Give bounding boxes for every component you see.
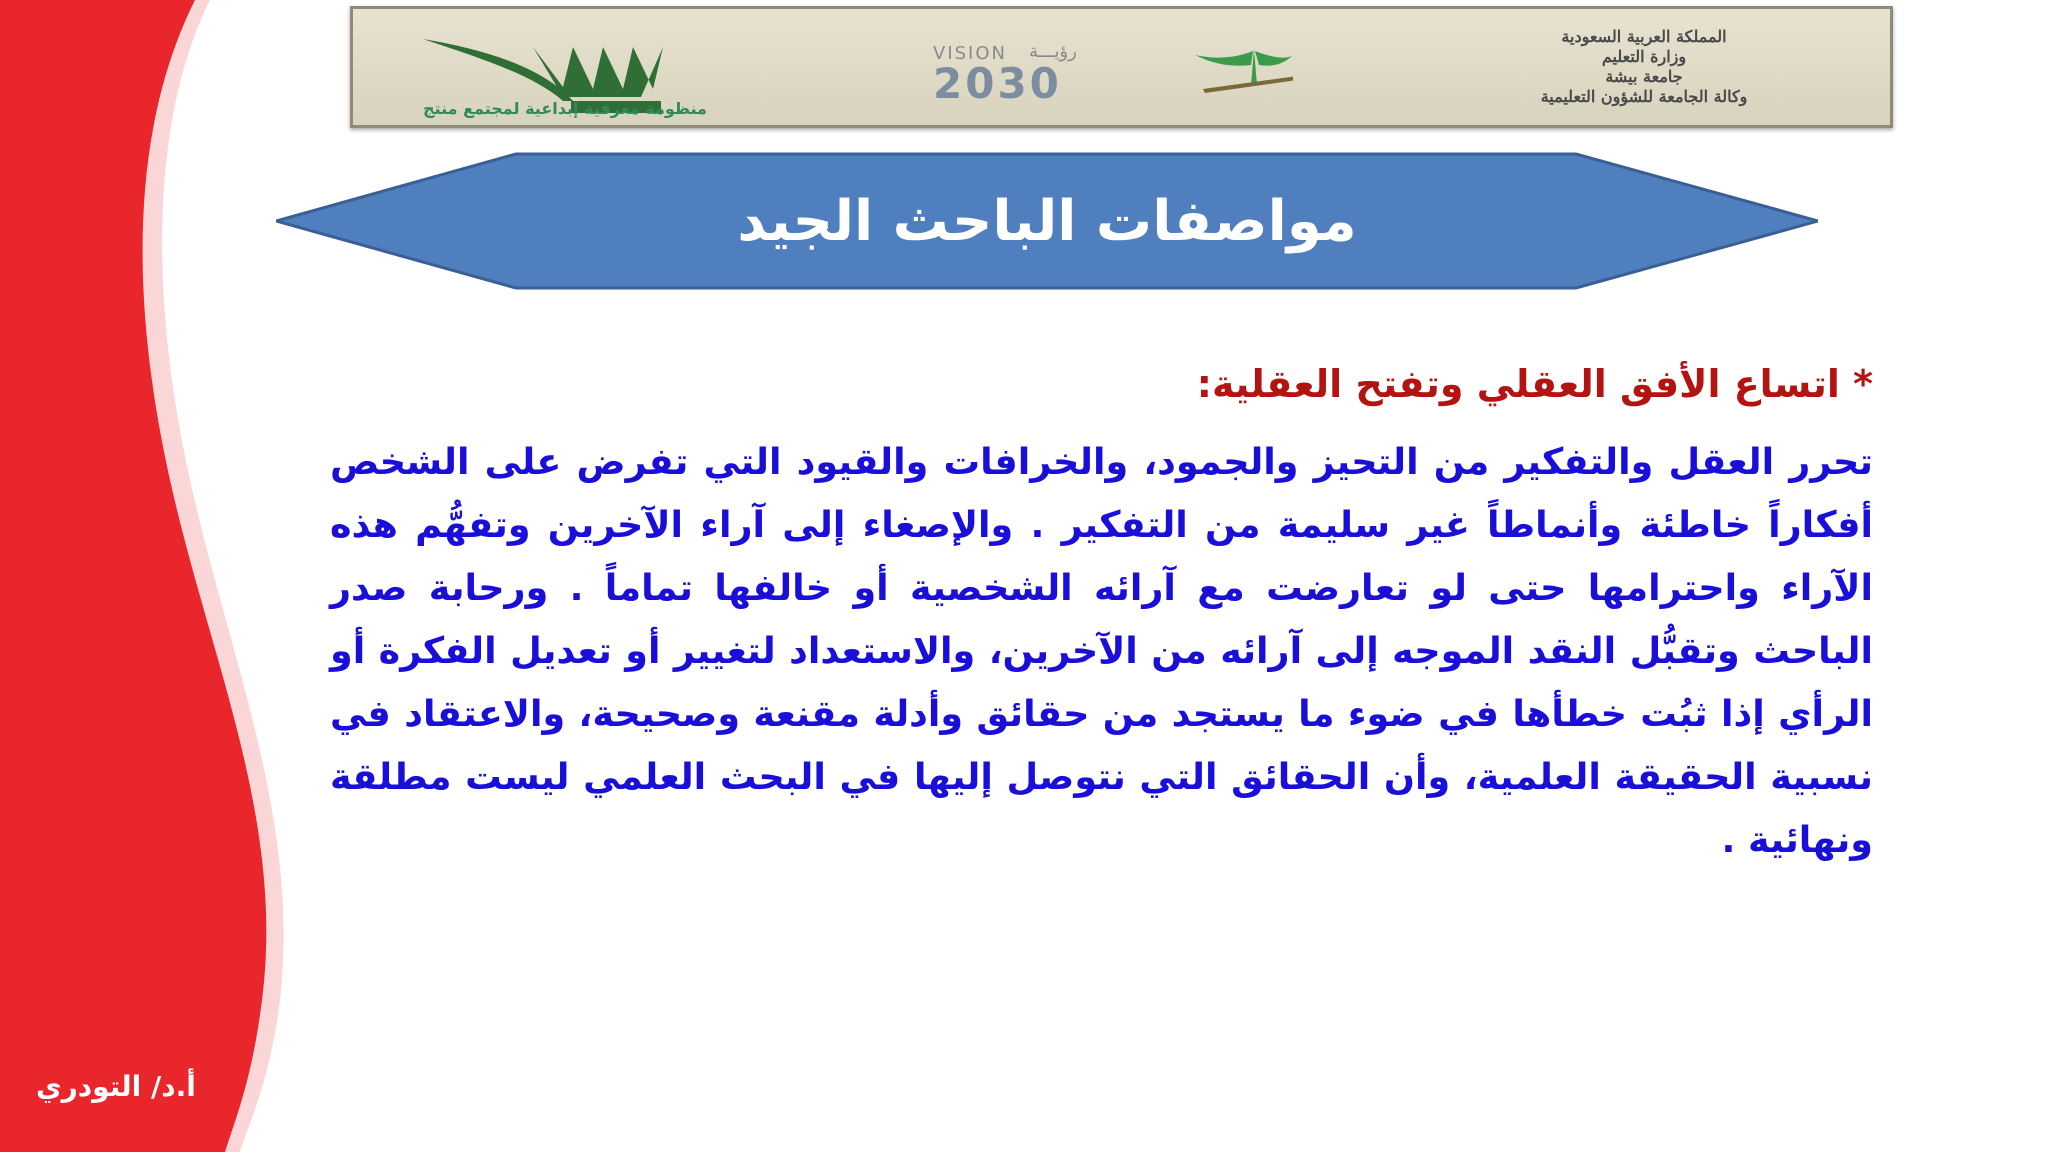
body-paragraph: تحرر العقل والتفكير من التحيز والجمود، والخرافات والقيود التي تفرض على الشخص أفكاراً خاطئة وأنماطاً غير سليمة من التفكير . والإصغاء إلى آراء الآخرين وتفهُّم هذه الآراء واحترامها حتى لو تعارضت مع آرائه الشخصية أو خالفها تماماً . ورحابة صدر الباحث وتقبُّل النقد الموجه إلى آرائه من الآخرين، والاستعداد لتغيير أو تعديل الفكرة أو الرأي إذا ثبُت خطأها في ضوء ما يستجد من حقائق وأدلة مقنعة وصحيحة، والاعتقاد في نسبية الحقيقة العلمية، وأن الحقائق التي نتوصل إليها في البحث العلمي ليست مطلقة ونهائية . bbox=[330, 440, 1873, 861]
ministry-line-ministry: وزارة التعليم bbox=[1601, 47, 1687, 66]
ministry-line-country: المملكة العربية السعودية bbox=[1561, 27, 1727, 46]
section-heading: * اتساع الأفق العقلي وتفتح العقلية: bbox=[1196, 362, 1873, 406]
university-tagline: منظومة معرفية إبداعية لمجتمع منتج bbox=[423, 99, 707, 118]
slide-title: مواصفات الباحث الجيد bbox=[737, 188, 1357, 254]
ministry-line-agency: وكالة الجامعة للشؤون التعليمية bbox=[1540, 87, 1748, 106]
ministry-line-university: جامعة بيشة bbox=[1605, 67, 1683, 86]
ministry-text-block bbox=[1484, 27, 1804, 107]
vision-arabic-label: رؤيـــة bbox=[1029, 41, 1077, 62]
header-banner bbox=[350, 6, 1893, 128]
vision-2030-logo bbox=[933, 41, 1293, 125]
author-signature: أ.د/ التودري bbox=[36, 1070, 196, 1103]
vision-year: 2030 bbox=[933, 59, 1062, 108]
vision-label: VISION bbox=[933, 43, 1007, 64]
